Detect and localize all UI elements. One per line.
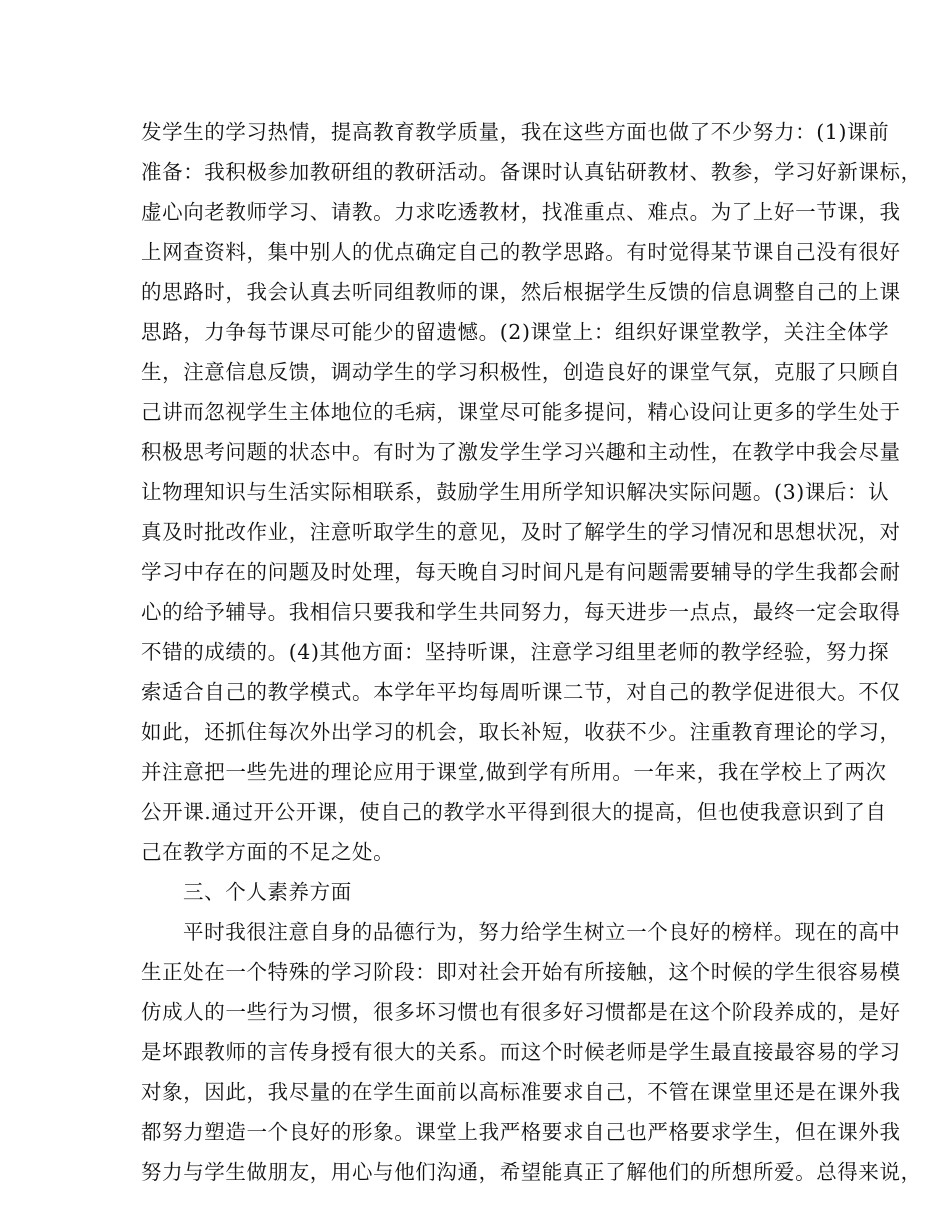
text-line: 的思路时，我会认真去听同组教师的课，然后根据学生反馈的信息调整自己的上课 [141, 280, 901, 304]
section-heading: 三、个人素养方面 [183, 880, 352, 904]
text-line: 生，注意信息反馈，调动学生的学习积极性，创造良好的课堂气氛，克服了只顾自 [141, 360, 901, 384]
text-line: 让物理知识与生活实际相联系，鼓励学生用所学知识解决实际问题。(3)课后：认 [141, 480, 890, 504]
text-line: 真及时批改作业，注意听取学生的意见，及时了解学生的学习情况和思想状况，对 [141, 520, 901, 544]
text-line: 积极思考问题的状态中。有时为了激发学生学习兴趣和主动性，在教学中我会尽量 [141, 440, 901, 464]
text-line: 生正处在一个特殊的学习阶段：即对社会开始有所接触，这个时候的学生很容易模 [141, 960, 901, 984]
text-line: 平时我很注意自身的品德行为，努力给学生树立一个良好的榜样。现在的高中 [183, 920, 901, 944]
text-line: 虚心向老教师学习、请教。力求吃透教材，找准重点、难点。为了上好一节课，我 [141, 200, 901, 224]
text-line: 准备：我积极参加教研组的教研活动。备课时认真钻研教材、教参，学习好新课标， [141, 160, 922, 184]
text-line: 是坏跟教师的言传身授有很大的关系。而这个时候老师是学生最直接最容易的学习 [141, 1040, 901, 1064]
text-line: 公开课.通过开公开课，使自己的教学水平得到很大的提高，但也使我意识到了自 [141, 800, 887, 824]
text-line: 仿成人的一些行为习惯，很多坏习惯也有很多好习惯都是在这个阶段养成的，是好 [141, 1000, 901, 1024]
text-line: 并注意把一些先进的理论应用于课堂,做到学有所用。一年来，我在学校上了两次 [141, 760, 887, 784]
text-line: 对象，因此，我尽量的在学生面前以高标准要求自己，不管在课堂里还是在课外我 [141, 1080, 901, 1104]
text-line: 己在教学方面的不足之处。 [141, 840, 395, 864]
text-line: 发学生的学习热情，提高教育教学质量，我在这些方面也做了不少努力：(1)课前 [141, 120, 890, 144]
text-line: 己讲而忽视学生主体地位的毛病，课堂尽可能多提问，精心设问让更多的学生处于 [141, 400, 901, 424]
text-line: 如此，还抓住每次外出学习的机会，取长补短，收获不少。注重教育理论的学习， [141, 720, 901, 744]
text-line: 努力与学生做朋友，用心与他们沟通，希望能真正了解他们的所想所爱。总得来说， [141, 1160, 922, 1184]
text-line: 不错的成绩的。(4)其他方面：坚持听课，注意学习组里老师的教学经验，努力探 [141, 640, 890, 664]
text-line: 思路，力争每节课尽可能少的留遗憾。(2)课堂上：组织好课堂教学，关注全体学 [141, 320, 890, 344]
text-line: 都努力塑造一个良好的形象。课堂上我严格要求自己也严格要求学生，但在课外我 [141, 1120, 901, 1144]
text-line: 学习中存在的问题及时处理，每天晚自习时间凡是有问题需要辅导的学生我都会耐 [141, 560, 901, 584]
text-line: 上网查资料，集中别人的优点确定自己的教学思路。有时觉得某节课自己没有很好 [141, 240, 901, 264]
text-line: 心的给予辅导。我相信只要我和学生共同努力，每天进步一点点，最终一定会取得 [141, 600, 901, 624]
text-line: 索适合自己的教学模式。本学年平均每周听课二节，对自己的教学促进很大。不仅 [141, 680, 901, 704]
